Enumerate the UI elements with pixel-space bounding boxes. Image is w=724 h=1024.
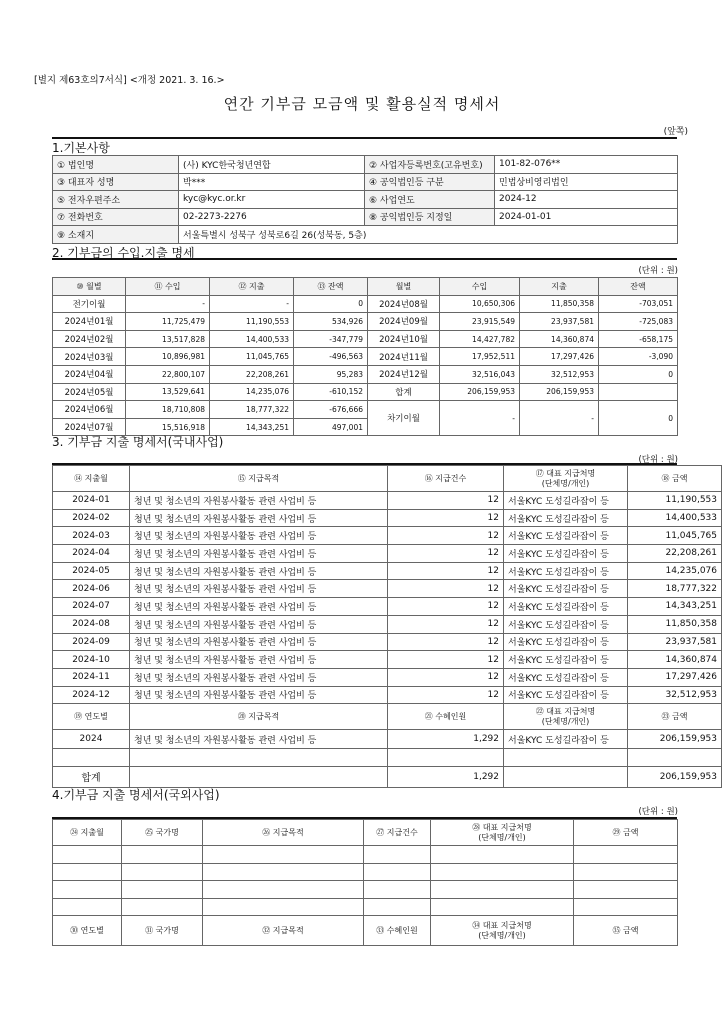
- month-cell: 2024년05월: [53, 383, 126, 401]
- month-cell: 합계: [368, 383, 440, 401]
- field-value: 민법상비영리법인: [495, 173, 678, 191]
- data-row: [53, 668, 722, 686]
- empty-cell: [574, 863, 678, 881]
- recipient-cell: 서울KYC 도성길라잡이 등: [504, 527, 628, 545]
- count-cell: 12: [388, 633, 504, 651]
- month-cell: 2024년08월: [368, 295, 440, 313]
- column-header: ㉖ 지급목적: [203, 820, 364, 846]
- amount-cell: 32,512,953: [628, 686, 722, 704]
- income-cell: 32,516,043: [440, 365, 520, 383]
- field-label: ② 사업자등록번호(고유번호): [365, 156, 495, 174]
- amount-cell: 14,343,251: [628, 598, 722, 616]
- balance-cell: 0: [599, 365, 678, 383]
- empty-cell: [203, 898, 364, 916]
- expense-cell: 14,360,874: [520, 330, 599, 348]
- data-row: [53, 598, 722, 616]
- empty-cell: [203, 846, 364, 864]
- recipient-cell: 서울KYC 도성길라잡이 등: [504, 545, 628, 563]
- expense-cell: 206,159,953: [520, 383, 599, 401]
- empty-cell: [203, 881, 364, 899]
- purpose-cell: 청년 및 청소년의 자원봉사활동 관련 사업비 등: [130, 562, 388, 580]
- purpose-cell: 청년 및 청소년의 자원봉사활동 관련 사업비 등: [130, 580, 388, 598]
- overseas-expense-table: [52, 819, 678, 946]
- empty-cell: [431, 846, 574, 864]
- blank-row: [53, 863, 678, 881]
- field-value: (사) KYC한국청년연합: [179, 156, 365, 174]
- column-header: ㉝ 수혜인원: [364, 916, 431, 946]
- column-header: 잔액: [599, 278, 678, 296]
- purpose-cell: 청년 및 청소년의 자원봉사활동 관련 사업비 등: [130, 492, 388, 510]
- header-row: [53, 704, 722, 730]
- data-row: [53, 348, 678, 366]
- domestic-expense-table: [52, 465, 722, 788]
- section3-title: 3. 기부금 지출 명세서(국내사업): [52, 435, 224, 449]
- empty-cell: [431, 863, 574, 881]
- column-header: ㉘ 대표 지급처명 (단체명/개인): [431, 820, 574, 846]
- blank-row: [53, 881, 678, 899]
- field-label: ③ 대표자 성명: [53, 173, 179, 191]
- balance-cell: -3,090: [599, 348, 678, 366]
- empty-cell: [574, 898, 678, 916]
- purpose-cell: 청년 및 청소년의 자원봉사활동 관련 사업비 등: [130, 598, 388, 616]
- month-cell: 2024년09월: [368, 313, 440, 331]
- column-header: ⑪ 수입: [126, 278, 210, 296]
- month-cell: 2024년12월: [368, 365, 440, 383]
- empty-cell: [364, 863, 431, 881]
- info-row: [53, 173, 678, 191]
- income-cell: 13,517,828: [126, 330, 210, 348]
- empty-cell: [203, 863, 364, 881]
- data-row: [53, 383, 678, 401]
- column-header: ㉜ 지급목적: [203, 916, 364, 946]
- amount-cell: 11,850,358: [628, 615, 722, 633]
- purpose-cell: 청년 및 청소년의 자원봉사활동 관련 사업비 등: [130, 668, 388, 686]
- column-header: ㉔ 지출월: [53, 820, 122, 846]
- column-header: ㉗ 지급건수: [364, 820, 431, 846]
- empty-cell: [628, 749, 722, 767]
- month-cell: 2024년02월: [53, 330, 126, 348]
- recipient-cell: 서울KYC 도성길라잡이 등: [504, 668, 628, 686]
- income-cell: -: [126, 295, 210, 313]
- basic-info-table: [52, 155, 678, 244]
- column-header: ㉕ 국가명: [122, 820, 203, 846]
- count-cell: 12: [388, 545, 504, 563]
- column-header: 지출: [520, 278, 599, 296]
- column-header: ⑭ 지출월: [53, 466, 130, 492]
- amount-cell: 22,208,261: [628, 545, 722, 563]
- purpose-cell: 청년 및 청소년의 자원봉사활동 관련 사업비 등: [130, 686, 388, 704]
- month-cell: 2024-02: [53, 509, 130, 527]
- data-row: [53, 492, 722, 510]
- count-cell: 1,292: [388, 730, 504, 749]
- balance-cell: 0: [294, 295, 368, 313]
- expense-cell: 14,400,533: [210, 330, 294, 348]
- expense-cell: 18,777,322: [210, 401, 294, 419]
- recipient-cell: 서울KYC 도성길라잡이 등: [504, 633, 628, 651]
- empty-cell: [431, 881, 574, 899]
- month-cell: 2024-07: [53, 598, 130, 616]
- balance-cell: 497,001: [294, 418, 368, 436]
- section-divider: [52, 258, 677, 260]
- data-row: [53, 562, 722, 580]
- amount-cell: 11,045,765: [628, 527, 722, 545]
- data-row: [53, 686, 722, 704]
- empty-cell: [53, 898, 122, 916]
- header-row: [53, 916, 678, 946]
- expense-cell: 22,208,261: [210, 365, 294, 383]
- section-divider: [52, 137, 677, 139]
- column-header: ⑳ 지급목적: [130, 704, 388, 730]
- header-row: [53, 278, 678, 296]
- income-cell: 10,650,306: [440, 295, 520, 313]
- empty-cell: [53, 846, 122, 864]
- data-row: [53, 509, 722, 527]
- data-row: [53, 527, 722, 545]
- section2-unit: (단위 : 원): [638, 266, 678, 276]
- income-cell: 13,529,641: [126, 383, 210, 401]
- recipient-cell: 서울KYC 도성길라잡이 등: [504, 651, 628, 669]
- month-cell: 2024년03월: [53, 348, 126, 366]
- amount-cell: 206,159,953: [628, 730, 722, 749]
- amount-cell: 14,400,533: [628, 509, 722, 527]
- empty-cell: [122, 898, 203, 916]
- total-row: [53, 766, 722, 787]
- info-row: [53, 156, 678, 174]
- section2-title: 2. 기부금의 수입.지출 명세: [52, 246, 195, 260]
- column-header: ⑱ 금액: [628, 466, 722, 492]
- total-count: 1,292: [388, 766, 504, 787]
- blank-row: [53, 846, 678, 864]
- field-label: ⑦ 전화번호: [53, 208, 179, 226]
- field-value: 02-2273-2276: [179, 208, 365, 226]
- count-cell: 12: [388, 651, 504, 669]
- income-cell: -: [440, 401, 520, 436]
- purpose-cell: 청년 및 청소년의 자원봉사활동 관련 사업비 등: [130, 545, 388, 563]
- balance-cell: -610,152: [294, 383, 368, 401]
- column-header: ⑫ 지출: [210, 278, 294, 296]
- empty-cell: [53, 881, 122, 899]
- expense-cell: 11,045,765: [210, 348, 294, 366]
- balance-cell: -658,175: [599, 330, 678, 348]
- column-header: ⑰ 대표 지급처명 (단체명/개인): [504, 466, 628, 492]
- count-cell: 12: [388, 668, 504, 686]
- field-value: 2024-12: [495, 191, 678, 209]
- purpose-cell: 청년 및 청소년의 자원봉사활동 관련 사업비 등: [130, 615, 388, 633]
- empty-cell: [504, 749, 628, 767]
- data-row: [53, 401, 678, 419]
- month-cell: 2024년10월: [368, 330, 440, 348]
- empty-cell: [53, 749, 130, 767]
- purpose-cell: 청년 및 청소년의 자원봉사활동 관련 사업비 등: [130, 509, 388, 527]
- empty-cell: [122, 846, 203, 864]
- income-cell: 17,952,511: [440, 348, 520, 366]
- amount-cell: 14,360,874: [628, 651, 722, 669]
- section3-unit: (단위 : 원): [638, 455, 678, 465]
- count-cell: 12: [388, 580, 504, 598]
- balance-cell: -496,563: [294, 348, 368, 366]
- expense-cell: 32,512,953: [520, 365, 599, 383]
- recipient-cell: 서울KYC 도성길라잡이 등: [504, 598, 628, 616]
- income-cell: 206,159,953: [440, 383, 520, 401]
- field-value: kyc@kyc.or.kr: [179, 191, 365, 209]
- month-cell: 전기이월: [53, 295, 126, 313]
- income-expense-table: [52, 277, 678, 436]
- recipient-cell: 서울KYC 도성길라잡이 등: [504, 492, 628, 510]
- field-label: ④ 공익법인등 구분: [365, 173, 495, 191]
- month-cell: 2024-12: [53, 686, 130, 704]
- empty-cell: [388, 749, 504, 767]
- column-header: 월별: [368, 278, 440, 296]
- data-row: [53, 615, 722, 633]
- data-row: [53, 633, 722, 651]
- month-cell: 차기이월: [368, 401, 440, 436]
- empty-cell: [504, 766, 628, 787]
- month-cell: 2024-01: [53, 492, 130, 510]
- income-cell: 22,800,107: [126, 365, 210, 383]
- info-row: [53, 191, 678, 209]
- data-row: [53, 330, 678, 348]
- month-cell: 2024-06: [53, 580, 130, 598]
- blank-row: [53, 749, 722, 767]
- purpose-cell: 청년 및 청소년의 자원봉사활동 관련 사업비 등: [130, 730, 388, 749]
- column-header: ㉚ 연도별: [53, 916, 122, 946]
- column-header: ⑬ 잔액: [294, 278, 368, 296]
- balance-cell: [599, 383, 678, 401]
- header-row: [53, 820, 678, 846]
- data-row: [53, 365, 678, 383]
- field-label: ① 법인명: [53, 156, 179, 174]
- column-header: ⑩ 월별: [53, 278, 126, 296]
- income-cell: 23,915,549: [440, 313, 520, 331]
- info-row: [53, 226, 678, 244]
- count-cell: 12: [388, 615, 504, 633]
- expense-cell: -: [210, 295, 294, 313]
- field-value: 박***: [179, 173, 365, 191]
- empty-cell: [122, 863, 203, 881]
- column-header: ⑮ 지급목적: [130, 466, 388, 492]
- field-label: ⑧ 공익법인등 지정일: [365, 208, 495, 226]
- count-cell: 12: [388, 509, 504, 527]
- column-header: ㉒ 대표 지급처명 (단체명/개인): [504, 704, 628, 730]
- field-label: ⑥ 사업연도: [365, 191, 495, 209]
- section4-unit: (단위 : 원): [638, 807, 678, 817]
- month-cell: 2024년01월: [53, 313, 126, 331]
- amount-cell: 23,937,581: [628, 633, 722, 651]
- column-header: 수입: [440, 278, 520, 296]
- data-row: [53, 295, 678, 313]
- column-header: ⑲ 연도별: [53, 704, 130, 730]
- data-row: [53, 730, 722, 749]
- column-header: ㉟ 금액: [574, 916, 678, 946]
- month-cell: 2024-09: [53, 633, 130, 651]
- count-cell: 12: [388, 598, 504, 616]
- amount-cell: 11,190,553: [628, 492, 722, 510]
- expense-cell: -: [520, 401, 599, 436]
- expense-cell: 17,297,426: [520, 348, 599, 366]
- balance-cell: 0: [599, 401, 678, 436]
- expense-cell: 11,850,358: [520, 295, 599, 313]
- empty-cell: [53, 863, 122, 881]
- count-cell: 12: [388, 562, 504, 580]
- balance-cell: 534,926: [294, 313, 368, 331]
- field-label: ⑨ 소재지: [53, 226, 179, 244]
- purpose-cell: 청년 및 청소년의 자원봉사활동 관련 사업비 등: [130, 651, 388, 669]
- count-cell: 12: [388, 527, 504, 545]
- recipient-cell: 서울KYC 도성길라잡이 등: [504, 562, 628, 580]
- form-note: [별지 제63호의7서식] <개정 2021. 3. 16.>: [34, 75, 225, 86]
- month-cell: 2024-08: [53, 615, 130, 633]
- front-mark: (앞쪽): [663, 127, 688, 137]
- section4-title: 4.기부금 지출 명세서(국외사업): [52, 788, 220, 802]
- balance-cell: -676,666: [294, 401, 368, 419]
- empty-cell: [130, 766, 388, 787]
- empty-cell: [364, 881, 431, 899]
- month-cell: 2024-05: [53, 562, 130, 580]
- month-cell: 2024-10: [53, 651, 130, 669]
- year-cell: 2024: [53, 730, 130, 749]
- income-cell: 11,725,479: [126, 313, 210, 331]
- expense-cell: 14,343,251: [210, 418, 294, 436]
- balance-cell: 95,283: [294, 365, 368, 383]
- empty-cell: [364, 898, 431, 916]
- info-row: [53, 208, 678, 226]
- empty-cell: [431, 898, 574, 916]
- section1-title: 1.기본사항: [52, 141, 110, 155]
- total-label: 합계: [53, 766, 130, 787]
- month-cell: 2024년07월: [53, 418, 126, 436]
- amount-cell: 18,777,322: [628, 580, 722, 598]
- field-value: 101-82-076**: [495, 156, 678, 174]
- amount-cell: 14,235,076: [628, 562, 722, 580]
- page-title: 연간 기부금 모금액 및 활용실적 명세서: [223, 95, 501, 113]
- empty-cell: [130, 749, 388, 767]
- balance-cell: -703,051: [599, 295, 678, 313]
- amount-cell: 17,297,426: [628, 668, 722, 686]
- month-cell: 2024-04: [53, 545, 130, 563]
- column-header: ㉛ 국가명: [122, 916, 203, 946]
- month-cell: 2024년11월: [368, 348, 440, 366]
- header-row: [53, 466, 722, 492]
- recipient-cell: 서울KYC 도성길라잡이 등: [504, 730, 628, 749]
- empty-cell: [574, 846, 678, 864]
- income-cell: 15,516,918: [126, 418, 210, 436]
- balance-cell: -725,083: [599, 313, 678, 331]
- count-cell: 12: [388, 492, 504, 510]
- month-cell: 2024-03: [53, 527, 130, 545]
- expense-cell: 11,190,553: [210, 313, 294, 331]
- field-value: 2024-01-01: [495, 208, 678, 226]
- data-row: [53, 313, 678, 331]
- data-row: [53, 651, 722, 669]
- data-row: [53, 580, 722, 598]
- column-header: ㉞ 대표 지급처명 (단체명/개인): [431, 916, 574, 946]
- recipient-cell: 서울KYC 도성길라잡이 등: [504, 615, 628, 633]
- data-row: [53, 545, 722, 563]
- recipient-cell: 서울KYC 도성길라잡이 등: [504, 580, 628, 598]
- month-cell: 2024년06월: [53, 401, 126, 419]
- balance-cell: -347,779: [294, 330, 368, 348]
- purpose-cell: 청년 및 청소년의 자원봉사활동 관련 사업비 등: [130, 633, 388, 651]
- column-header: ㉓ 금액: [628, 704, 722, 730]
- column-header: ㉙ 금액: [574, 820, 678, 846]
- total-amount: 206,159,953: [628, 766, 722, 787]
- month-cell: 2024년04월: [53, 365, 126, 383]
- address-value: 서울특별시 성북구 성북로6길 26(성북동, 5층): [179, 226, 678, 244]
- count-cell: 12: [388, 686, 504, 704]
- field-label: ⑤ 전자우편주소: [53, 191, 179, 209]
- expense-cell: 14,235,076: [210, 383, 294, 401]
- recipient-cell: 서울KYC 도성길라잡이 등: [504, 686, 628, 704]
- empty-cell: [122, 881, 203, 899]
- column-header: ⑯ 지급건수: [388, 466, 504, 492]
- blank-row: [53, 898, 678, 916]
- column-header: ㉑ 수혜인원: [388, 704, 504, 730]
- purpose-cell: 청년 및 청소년의 자원봉사활동 관련 사업비 등: [130, 527, 388, 545]
- income-cell: 14,427,782: [440, 330, 520, 348]
- month-cell: 2024-11: [53, 668, 130, 686]
- income-cell: 10,896,981: [126, 348, 210, 366]
- empty-cell: [364, 846, 431, 864]
- income-cell: 18,710,808: [126, 401, 210, 419]
- expense-cell: 23,937,581: [520, 313, 599, 331]
- recipient-cell: 서울KYC 도성길라잡이 등: [504, 509, 628, 527]
- empty-cell: [574, 881, 678, 899]
